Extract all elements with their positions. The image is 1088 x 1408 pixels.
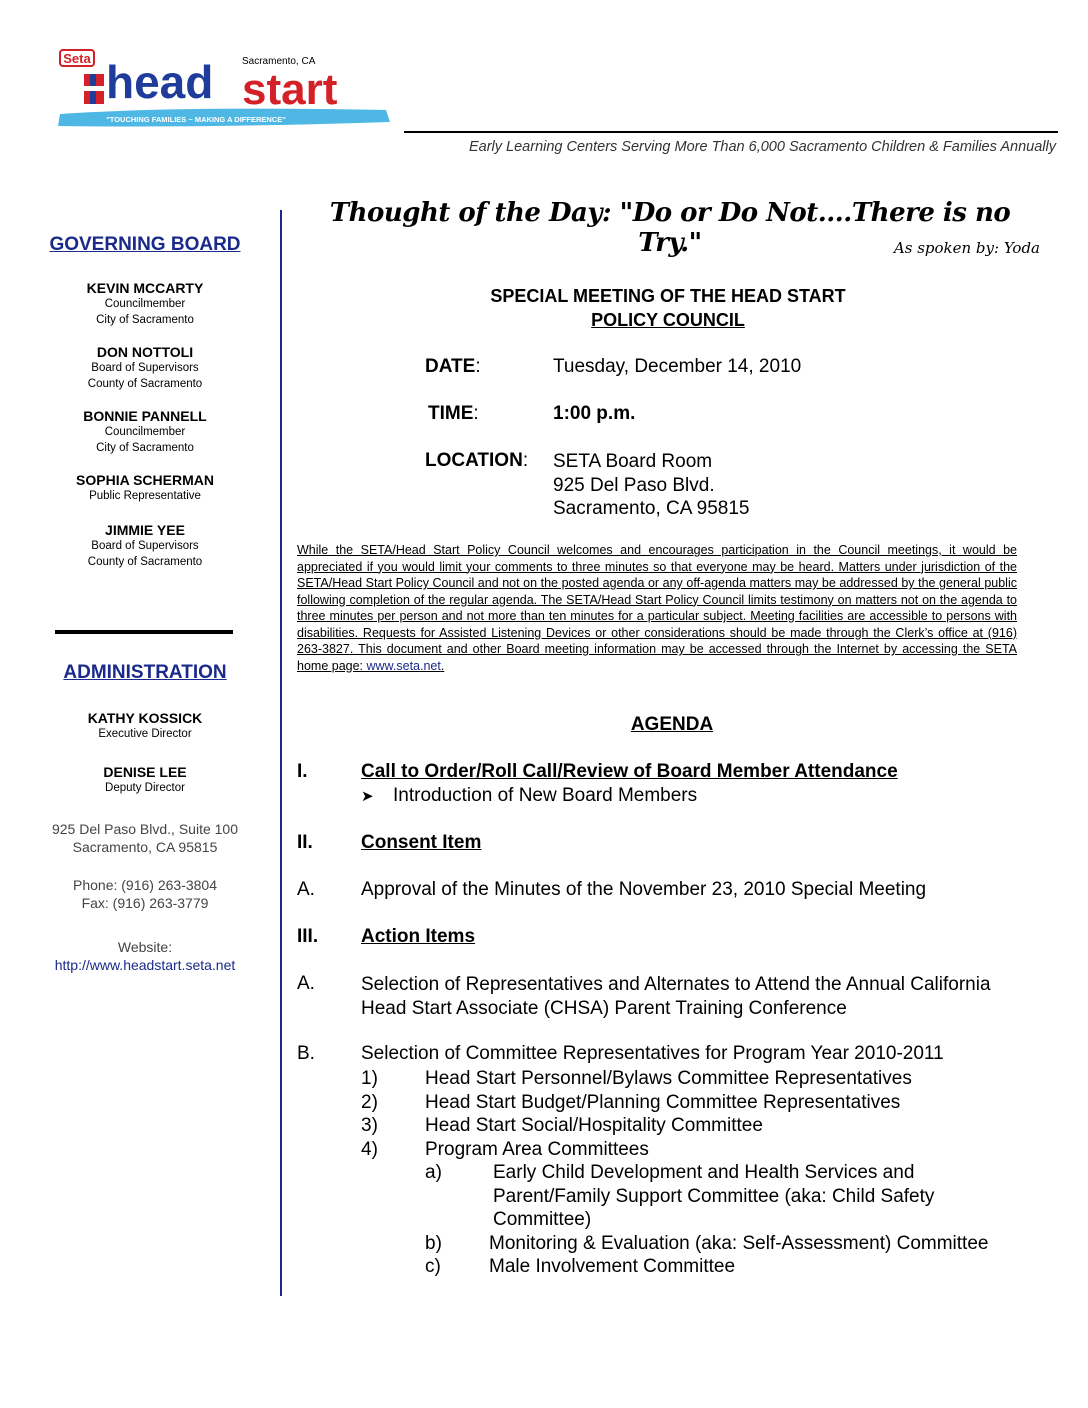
item-2a-text: Approval of the Minutes of the November 23, 2010 Special Meeting	[361, 879, 927, 900]
date-label: DATE	[425, 356, 476, 377]
location-line-3: Sacramento, CA 95815	[553, 498, 750, 519]
program-committee-b-text: Monitoring & Evaluation (aka: Self-Assessment) Committee	[489, 1232, 989, 1254]
program-committee-c-text: Male Involvement Committee	[489, 1256, 736, 1277]
committee-number: 2)	[361, 1091, 378, 1113]
fax-number: Fax: (916) 263-3779	[81, 895, 209, 911]
location-label-row: LOCATION:	[425, 450, 529, 471]
website-link[interactable]: http://www.headstart.seta.net	[54, 957, 236, 973]
program-committee-a	[425, 1161, 1025, 1232]
notice-tail: .	[440, 658, 445, 673]
program-committee-c-letter: c)	[425, 1256, 441, 1277]
contact-numbers	[30, 876, 260, 912]
program-committee-a-line-1: Early Child Development and Health Services and	[493, 1162, 915, 1183]
board-member-org: County of Sacramento	[87, 556, 203, 568]
seta-website-link[interactable]: www.seta.net	[366, 658, 441, 673]
item-3a-line-2: Head Start Associate (CHSA) Parent Training Conference	[361, 997, 847, 1019]
section-3-number: III.	[297, 926, 319, 947]
address-line-2: Sacramento, CA 95815	[72, 839, 218, 855]
office-address	[30, 820, 260, 856]
bullet-text: Introduction of New Board Members	[393, 785, 698, 806]
section-1-number: I.	[297, 761, 308, 782]
board-member-role: Board of Supervisors	[91, 362, 199, 374]
program-committee-a-line-2: Parent/Family Support Committee (aka: Child Safety	[493, 1185, 935, 1207]
logo-badge-text: Seta	[63, 51, 91, 66]
board-member	[30, 472, 260, 504]
location-line-1: SETA Board Room	[553, 451, 713, 472]
board-member-role: Board of Supervisors	[91, 540, 199, 552]
header-rule	[404, 131, 1058, 133]
logo-graphic	[56, 44, 396, 132]
committee-item	[361, 1114, 912, 1138]
admin-member	[30, 764, 260, 796]
committee-number: 1)	[361, 1068, 378, 1089]
date-label-row: DATE:	[425, 356, 481, 377]
committee-text: Head Start Social/Hospitality Committee	[425, 1115, 763, 1136]
section-2-title: Consent Item	[361, 832, 482, 853]
address-line-1: 925 Del Paso Blvd., Suite 100	[51, 821, 238, 837]
program-committee-c	[425, 1255, 1025, 1279]
item-3a-letter: A.	[297, 973, 315, 994]
section-2-number: II.	[297, 832, 313, 853]
program-committee-a-letter: a)	[425, 1162, 442, 1183]
sidebar	[30, 230, 260, 570]
meeting-title: SPECIAL MEETING OF THE HEAD START	[490, 286, 846, 306]
location-value	[553, 450, 749, 521]
governing-board-heading: GOVERNING BOARD	[49, 234, 241, 255]
program-committee-b	[425, 1232, 1025, 1256]
board-member-name: DON NOTTOLI	[96, 344, 194, 360]
board-member-name: JIMMIE YEE	[105, 522, 185, 538]
time-label-row: TIME:	[428, 403, 479, 424]
committee-number: 4)	[361, 1138, 378, 1160]
header-tagline: Early Learning Centers Serving More Than 6,000 Sacramento Children & Families Annually	[468, 139, 1056, 155]
meeting-subtitle: POLICY COUNCIL	[591, 310, 745, 330]
admin-name: KATHY KOSSICK	[87, 710, 203, 726]
arrow-bullet-icon: ➤	[361, 788, 374, 805]
section-1-title: Call to Order/Roll Call/Review of Board Member Attendance	[361, 761, 898, 782]
board-member-role: Public Representative	[89, 490, 201, 502]
board-member-name: SOPHIA SCHERMAN	[76, 472, 214, 488]
board-member-role: Councilmember	[104, 426, 186, 438]
location-line-2: 925 Del Paso Blvd.	[553, 474, 715, 496]
board-member	[30, 344, 260, 392]
board-member-org: County of Sacramento	[87, 378, 203, 390]
logo-location: Sacramento, CA	[242, 56, 316, 67]
committee-number: 3)	[361, 1115, 378, 1136]
committee-text: Program Area Committees	[425, 1138, 649, 1160]
agenda-heading: AGENDA	[630, 714, 714, 735]
item-3a-text	[361, 973, 991, 1020]
item-3a-line-1: Selection of Representatives and Alternates to Attend the Annual California	[361, 974, 991, 995]
time-value: 1:00 p.m.	[553, 403, 636, 424]
item-3b-letter: B.	[297, 1043, 315, 1064]
time-label: TIME	[428, 403, 474, 424]
website-block	[30, 938, 260, 974]
program-area-committees	[425, 1161, 1025, 1279]
committee-item	[361, 1091, 912, 1115]
program-committee-a-line-3: Committee)	[493, 1209, 592, 1230]
board-member-role: Councilmember	[104, 298, 186, 310]
location-label: LOCATION	[425, 450, 523, 471]
board-member	[30, 280, 260, 328]
item-3b-text: Selection of Committee Representatives for Program Year 2010-2011	[361, 1043, 944, 1064]
thought-attribution: As spoken by: Yoda	[893, 239, 1040, 257]
section-1-bullet	[361, 785, 697, 807]
board-member-name: KEVIN MCCARTY	[86, 280, 204, 296]
logo-word-start: start	[242, 65, 338, 114]
date-value: Tuesday, December 14, 2010	[553, 356, 802, 377]
program-committee-b-letter: b)	[425, 1232, 442, 1254]
board-member-org: City of Sacramento	[96, 442, 194, 454]
board-member-org: City of Sacramento	[96, 314, 194, 326]
admin-title: Executive Director	[98, 728, 192, 740]
administration-heading: ADMINISTRATION	[63, 662, 227, 683]
committee-item	[361, 1067, 912, 1091]
committee-text: Head Start Budget/Planning Committee Representatives	[425, 1091, 901, 1113]
admin-title: Deputy Director	[105, 782, 185, 794]
head-start-logo	[56, 44, 396, 132]
administration-section	[30, 662, 260, 974]
notice-text: While the SETA/Head Start Policy Council welcomes and encourages participation in the Council meetings, it would be appreciated if you would limit your comments to three minutes so that everyone may be heard. Matters under jurisdiction of the SETA/Head Start Policy Council and not on the posted agenda or any off-agenda matters may be addressed by the general public following completion of the regular agenda. The SETA/Head Start Policy Council limits testimony on matters not on the agenda to three minutes per person and not more than ten minutes for a particular subject. Meeting facilities are accessible to persons with disabilities. Requests for Assisted Listening Devices or other considerations should be made through the Clerk’s office at (916) 263-3827. This document and other Board meeting information may be accessed through the Internet by accessing the SETA home page:	[297, 543, 1017, 673]
logo-word-head: head	[106, 56, 214, 108]
committee-item	[361, 1138, 912, 1162]
logo-slogan: "TOUCHING FAMILIES ~ MAKING A DIFFERENCE"	[106, 115, 286, 124]
board-member	[30, 522, 260, 570]
item-2a-letter: A.	[297, 879, 315, 900]
sidebar-divider	[55, 630, 233, 634]
phone-number: Phone: (916) 263-3804	[73, 877, 217, 893]
committee-list	[361, 1067, 912, 1161]
committee-text: Head Start Personnel/Bylaws Committee Representatives	[425, 1068, 912, 1089]
public-comment-notice	[297, 542, 1017, 674]
admin-member	[30, 710, 260, 742]
website-label: Website:	[117, 939, 173, 955]
section-3-title: Action Items	[361, 926, 476, 947]
admin-name: DENISE LEE	[103, 764, 187, 780]
gift-box-icon	[84, 74, 104, 104]
board-member	[30, 408, 260, 456]
board-member-name: BONNIE PANNELL	[83, 408, 207, 424]
vertical-divider	[280, 210, 282, 1296]
thought-of-the-day: Thought of the Day: "Do or Do Not….There is no Try."	[329, 198, 1011, 258]
